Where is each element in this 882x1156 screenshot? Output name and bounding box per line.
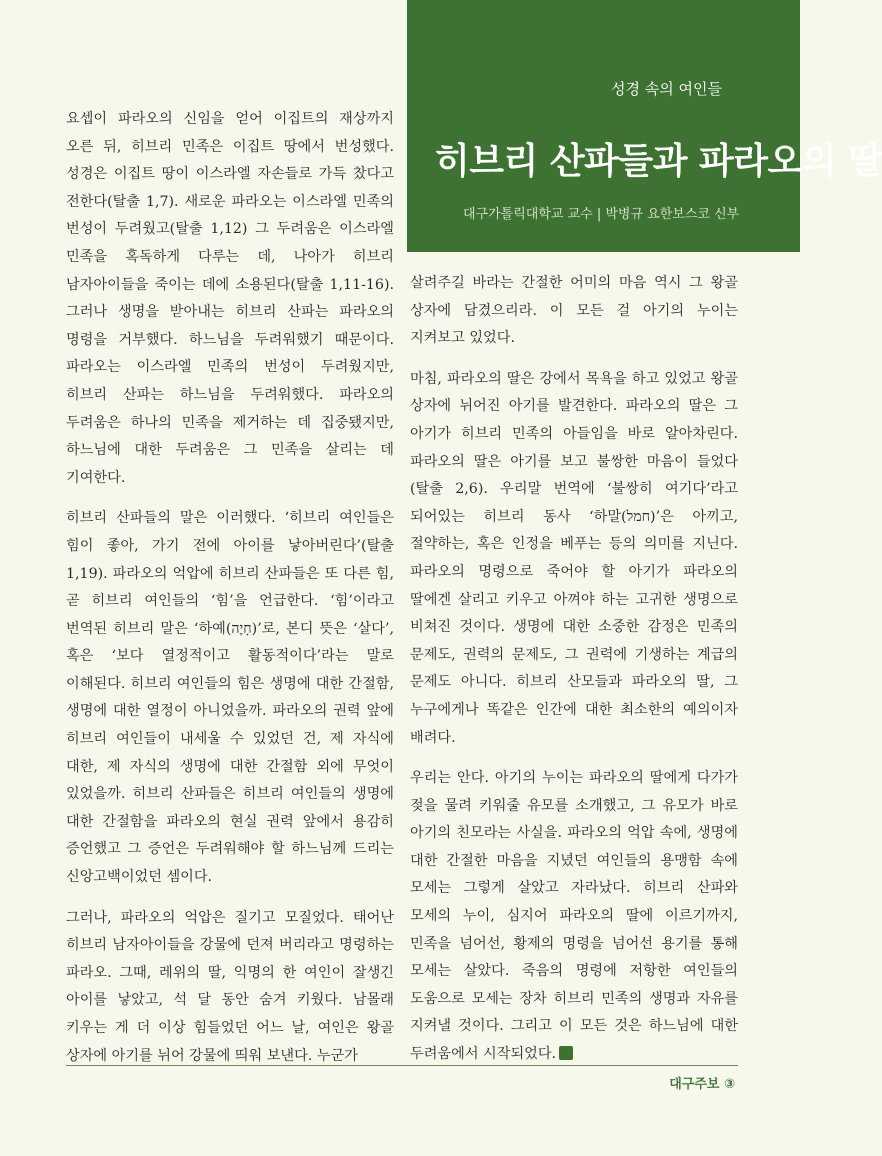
left-column (66, 106, 394, 1083)
article-title: 히브리 산파들과 파라오의 딸 (435, 141, 882, 182)
paragraph-text: 우리는 안다. 아기의 누이는 파라오의 딸에게 다가가 젖을 물려 키워줄 유모를 소개했고, 그 유모가 바로 아기의 친모라는 사실을. 파라오의 억압 속에, 생명에 대한 간절한 마음을 지녔던 여인들의 용맹함 속에 모세는 그렇게 살았고 자라났다. 히브리 산파와 모세의 누이, 심지어 파라오의 딸에 이르기까지, 민족을 넘어선, 황제의 명령을 넘어선 용기를 통해 모세는 살았다. 죽음의 명령에 저항한 여인들의 도움으로 모세는 장차 히브리 민족의 생명과 자유를 지켜낼 것이다. 그리고 이 모든 것은 하느님에 대한 두려움에서 시작되었다. (410, 770, 738, 1063)
paragraph: 요셉이 파라오의 신임을 얻어 이집트의 재상까지 오른 뒤, 히브리 민족은 이집트 땅에서 번성했다. 성경은 이집트 땅이 이스라엘 자손들로 가득 찼다고 전한다(탈출 1,7). 새로운 파라오는 이스라엘 민족의 번성이 두려웠고(탈출 1,12) 그 두려움은 이스라엘 민족을 혹독하게 다루는 데, 나아가 히브리 남자아이들을 죽이는 데에 소용된다(탈출 1,11-16). 그러나 생명을 받아내는 히브리 산파는 파라오의 명령을 거부했다. 하느님을 두려워했기 때문이다. 파라오는 이스라엘 민족의 번성이 두려웠지만, 히브리 산파는 하느님을 두려워했다. 파라오의 두려움은 하나의 민족을 제거하는 데 집중됐지만, 하느님에 대한 두려움은 그 민족을 살리는 데 기여한다. (66, 111, 394, 486)
paragraph-final (410, 765, 738, 1069)
paragraph: 그러나, 파라오의 억압은 질기고 모질었다. 태어난 히브리 남자아이들을 강물에 던져 버리라고 명령하는 파라오. 그때, 레위의 딸, 익명의 한 여인이 잘생긴 아이를 낳았고, 석 달 동안 숨겨 키웠다. 남몰래 키우는 게 더 이상 힘들었던 어느 날, 여인은 왕골 상자에 아기를 뉘어 강물에 띄워 보낸다. 누군가 (66, 909, 394, 1064)
right-column (410, 270, 738, 1082)
paragraph: 살려주길 바라는 간절한 어미의 마음 역시 그 왕골 상자에 담겼으리라. 이 모든 걸 아기의 누이는 지켜보고 있었다. (410, 275, 738, 347)
footer-page-label: 대구주보 ③ (669, 1077, 735, 1092)
paragraph: 히브리 산파들의 말은 이러했다. ‘히브리 여인들은 힘이 좋아, 가기 전에 아이를 낳아버린다’(탈출 1,19). 파라오의 억압에 히브리 산파들은 또 다른 힘, 곧 히브리 여인들의 ‘힘’을 언급한다. ‘힘’이라고 번역된 히브리 말은 ‘하예(חָיֶה)’로, 본디 뜻은 ‘살다’, 혹은 ‘보다 열정적이고 활동적이다’라는 말로 이해된다. 히브리 여인들의 힘은 생명에 대한 간절함, 생명에 대한 열정이 아니었을까. 파라오의 권력 앞에 히브리 여인들이 내세울 수 있었던 건, 제 자식에 대한, 제 자식의 생명에 대한 간절함 외에 무엇이 있었을까. 히브리 산파들은 히브리 여인들의 생명에 대한 간절함을 파라오의 현실 권력 앞에서 용감히 증언했고 그 증언은 두려워해야 할 하느님께 드리는 신앙고백이었던 셈이다. (66, 510, 394, 886)
end-mark-icon (559, 1046, 573, 1060)
footer-divider (66, 1065, 738, 1066)
paragraph: 마침, 파라오의 딸은 강에서 목욕을 하고 있었고 왕골 상자에 뉘어진 아기를 발견한다. 파라오의 딸은 그 아기가 히브리 민족의 아들임을 바로 알아차린다. 파라오의 딸은 아기를 보고 불쌍한 마음이 들었다(탈출 2,6). 우리말 번역에 ‘불쌍히 여기다’라고 되어있는 히브리 동사 ‘하말(חמל)’은 아끼고, 절약하는, 혹은 인정을 베푸는 등의 의미를 지닌다. 파라오의 명령으로 죽어야 할 아기가 파라오의 딸에겐 살리고 키우고 아껴야 하는 고귀한 생명으로 비쳐진 것이다. 생명에 대한 소중한 감정은 민족의 문제도, 권력의 문제도, 그 권력에 기생하는 계급의 문제도 아니다. 히브리 산모들과 파라오의 딸, 그 누구에게나 똑같은 인간에 대한 최소한의 예의이자 배려다. (410, 370, 738, 746)
series-label: 성경 속의 여인들 (611, 80, 722, 98)
author-byline: 대구가톨릭대학교 교수 | 박병규 요한보스코 신부 (463, 207, 740, 222)
title-banner (407, 0, 882, 252)
